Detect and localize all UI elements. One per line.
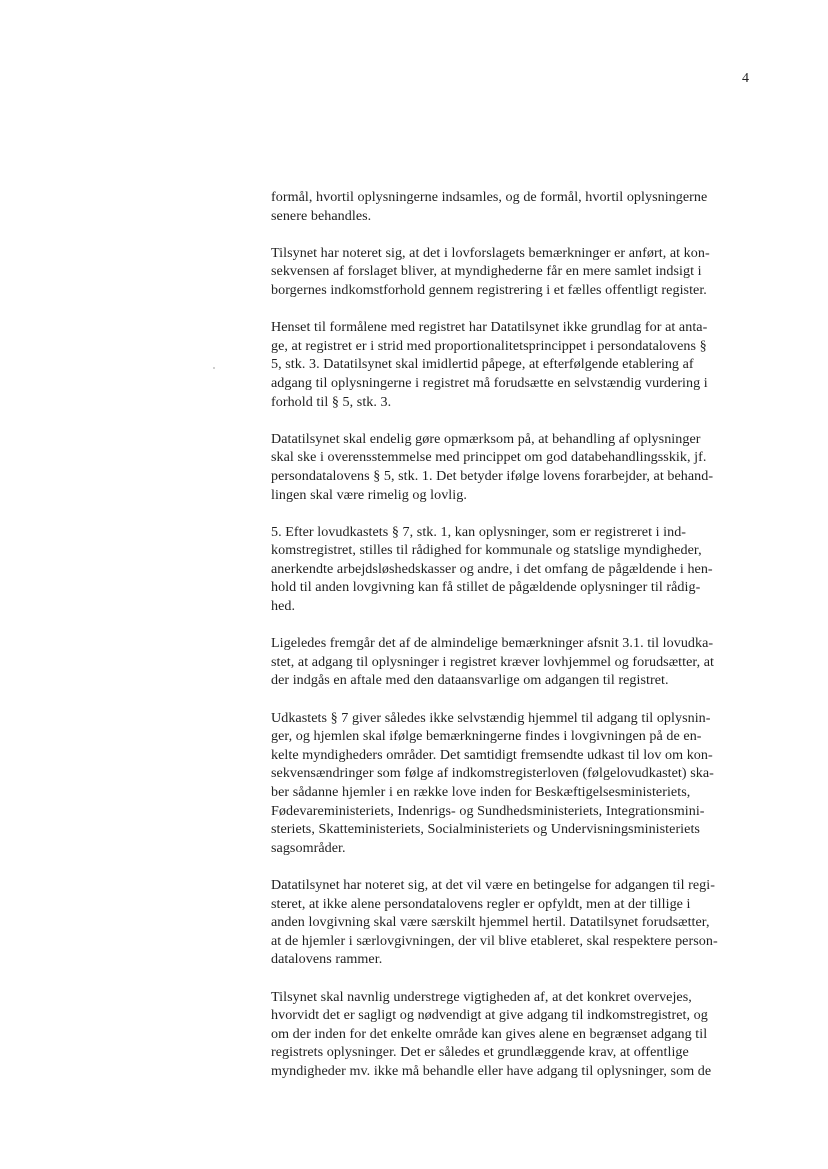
text-line: senere behandles.	[271, 207, 372, 224]
paragraph	[271, 634, 751, 690]
paragraph	[271, 709, 751, 858]
text-line: myndigheder mv. ikke må behandle eller have adgang til oplysninger, som de	[271, 1062, 712, 1079]
paragraph	[271, 188, 751, 225]
text-line: Fødevareministeriets, Indenrigs- og Sundhedsministeriets, Integrationsmini-	[271, 802, 705, 819]
text-line: Tilsynet har noteret sig, at det i lovforslagets bemærkninger er anført, at kon-	[271, 244, 710, 261]
text-line: formål, hvortil oplysningerne indsamles, og de formål, hvortil oplysningerne	[271, 189, 708, 205]
paragraph	[271, 318, 751, 411]
text-line: Ligeledes fremgår det af de almindelige bemærkninger afsnit 3.1. til lovudka-	[271, 635, 714, 652]
text-line: at de hjemler i særlovgivningen, der vil blive etableret, skal respektere person-	[271, 932, 718, 949]
text-line: ger, og hjemlen skal ifølge bemærkningerne findes i lovgivningen på de en-	[271, 728, 702, 745]
text-line: 5, stk. 3. Datatilsynet skal imidlertid påpege, at efterfølgende etablering af	[271, 356, 694, 373]
text-line: adgang til oplysningerne i registret må forudsætte en selvstændig vurdering i	[271, 374, 708, 391]
text-line: Datatilsynet skal endelig gøre opmærksom på, at behandling af oplysninger	[271, 430, 701, 447]
text-line: datalovens rammer.	[271, 951, 383, 968]
text-line: hold til anden lovgivning kan få stillet de pågældende oplysninger til rådig-	[271, 579, 701, 596]
text-line: steret, at ikke alene persondatalovens regler er opfyldt, men at der tillige i	[271, 895, 691, 912]
text-line: komstregistret, stilles til rådighed for kommunale og statslige myndigheder,	[271, 542, 702, 559]
text-line: ber sådanne hjemler i en række love inden for Beskæftigelsesministeriets,	[271, 784, 691, 800]
scan-speck	[213, 367, 215, 369]
text-line: ge, at registret er i strid med proportionalitetsprincippet i persondatalovens §	[271, 337, 707, 354]
text-line: registrets oplysninger. Det er således et grundlæggende krav, at offentlige	[271, 1044, 689, 1061]
text-line: om der inden for det enkelte område kan gives alene en begrænset adgang til	[271, 1025, 708, 1042]
page-number: 4	[742, 71, 749, 86]
text-line: borgernes indkomstforhold gennem registrering i et fælles offentligt register.	[271, 281, 707, 298]
text-line: lingen skal være rimelig og lovlig.	[271, 486, 467, 503]
paragraph	[271, 430, 751, 504]
text-line: sagsområder.	[271, 839, 346, 856]
paragraph	[271, 244, 751, 300]
paragraph	[271, 876, 751, 969]
text-line: Udkastets § 7 giver således ikke selvstændig hjemmel til adgang til oplysnin-	[271, 709, 711, 726]
text-line: stet, at adgang til oplysninger i registret kræver lovhjemmel og forudsætter, at	[271, 653, 714, 670]
paragraph	[271, 523, 751, 616]
text-line: sekvensændringer som følge af indkomstregisterloven (følgelovudkastet) ska-	[271, 765, 714, 782]
text-line: Tilsynet skal navnlig understrege vigtigheden af, at det konkret overvejes,	[271, 988, 692, 1005]
text-line: hvorvidt det er sagligt og nødvendigt at give adgang til indkomstregistret, og	[271, 1007, 708, 1024]
text-line: Datatilsynet har noteret sig, at det vil være en betingelse for adgangen til regi-	[271, 876, 715, 893]
text-line: forhold til § 5, stk. 3.	[271, 393, 392, 410]
text-line: hed.	[271, 598, 296, 615]
text-line: skal ske i overensstemmelse med princippet om god databehandlingsskik, jf.	[271, 449, 707, 466]
text-line: anerkendte arbejdsløshedskasser og andre, i det omfang de pågældende i hen-	[271, 560, 713, 577]
text-line: kelte myndigheders områder. Det samtidigt fremsendte udkast til lov om kon-	[271, 746, 713, 763]
paragraph	[271, 988, 751, 1081]
text-line: 5. Efter lovudkastets § 7, stk. 1, kan oplysninger, som er registreret i ind-	[271, 523, 687, 540]
text-line: anden lovgivning skal være særskilt hjemmel hertil. Datatilsynet forudsætter,	[271, 914, 710, 931]
text-line: persondatalovens § 5, stk. 1. Det betyder ifølge lovens forarbejder, at behand-	[271, 467, 714, 484]
text-line: Henset til formålene med registret har Datatilsynet ikke grundlag for at anta-	[271, 319, 708, 336]
text-line: steriets, Skatteministeriets, Socialministeriets og Undervisningsministeriets	[271, 821, 700, 838]
text-line: sekvensen af forslaget bliver, at myndighederne får en mere samlet indsigt i	[271, 263, 702, 280]
text-line: der indgås en aftale med den dataansvarlige om adgangen til registret.	[271, 672, 669, 689]
document-body	[271, 188, 751, 1099]
